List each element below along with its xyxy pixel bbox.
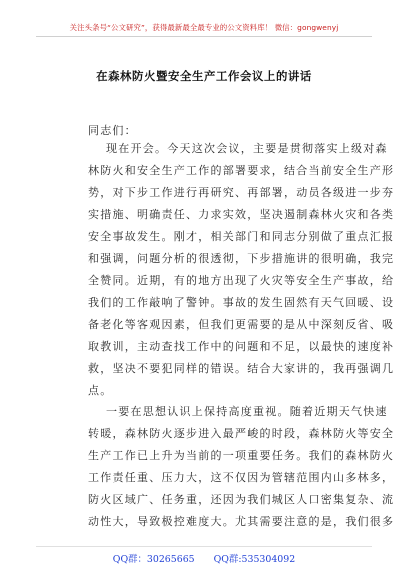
paragraph-line: 工作责任重、压力大，这不仅因为管辖范围内山多林多， xyxy=(88,471,395,484)
header-banner: 关注头条号“公文研究”，获得最新最全最专业的公文资料库！ 微信：gongwenyj xyxy=(69,23,339,32)
paragraph-line: 林防火和安全生产工作的部署要求，结合当前安全生产形 xyxy=(88,164,395,177)
footer-divider xyxy=(36,546,372,547)
paragraph-line: 势，对下步工作进行再研究、再部署，动员各级进一步夯 xyxy=(88,186,395,199)
paragraph-line: 转暖，森林防火逐步进入最严峻的时段，森林防火等安全 xyxy=(88,427,395,440)
header-divider xyxy=(36,36,372,37)
paragraph-line: 取教训，主动查找工作中的问题和不足，以最快的速度补 xyxy=(88,340,395,353)
paragraph-line: 我们的工作敲响了警钟。事故的发生固然有天气回暖、设 xyxy=(88,296,395,309)
footer-qq-group-1: QQ群：30265665 xyxy=(112,554,195,565)
paragraph-line: 全赞同。近期，有的地方出现了火灾等安全生产事故，给 xyxy=(88,274,395,287)
paragraph-line: 防火区域广、任务重，还因为我们城区人口密集复杂、流 xyxy=(88,493,395,506)
paragraph-line: 救，坚决不要犯同样的错误。结合大家讲的，我再强调几 xyxy=(88,362,395,375)
paragraph-line: 安全事故发生。刚才，相关部门和同志分别做了重点汇报 xyxy=(88,230,395,243)
paragraph-line: 现在开会。今天这次会议，主要是贯彻落实上级对森 xyxy=(106,142,388,155)
paragraph-line: 实措施、明确责任、力求实效，坚决遏制森林火灾和各类 xyxy=(88,208,395,221)
paragraph-line: 备老化等客观因素，但我们更需要的是从中深刻反省、吸 xyxy=(88,318,395,331)
greeting: 同志们： xyxy=(88,124,137,137)
footer xyxy=(0,551,408,565)
paragraph-line: 动性大，导致极控难度大。尤其需要注意的是，我们很多 xyxy=(88,515,395,528)
document-title: 在森林防火暨安全生产工作会议上的讲话 xyxy=(96,69,312,83)
paragraph-line: 点。 xyxy=(88,384,113,397)
footer-qq-group-2: QQ群:535304092 xyxy=(213,554,296,565)
paragraph-line: 和强调，问题分析的很透彻，下步措施讲的很明确，我完 xyxy=(88,252,395,265)
paragraph-line: 生产工作已上升为当前的一项重要任务。我们的森林防火 xyxy=(88,449,395,462)
paragraph-line: 一要在思想认识上保持高度重视。随着近期天气快速 xyxy=(106,405,388,418)
